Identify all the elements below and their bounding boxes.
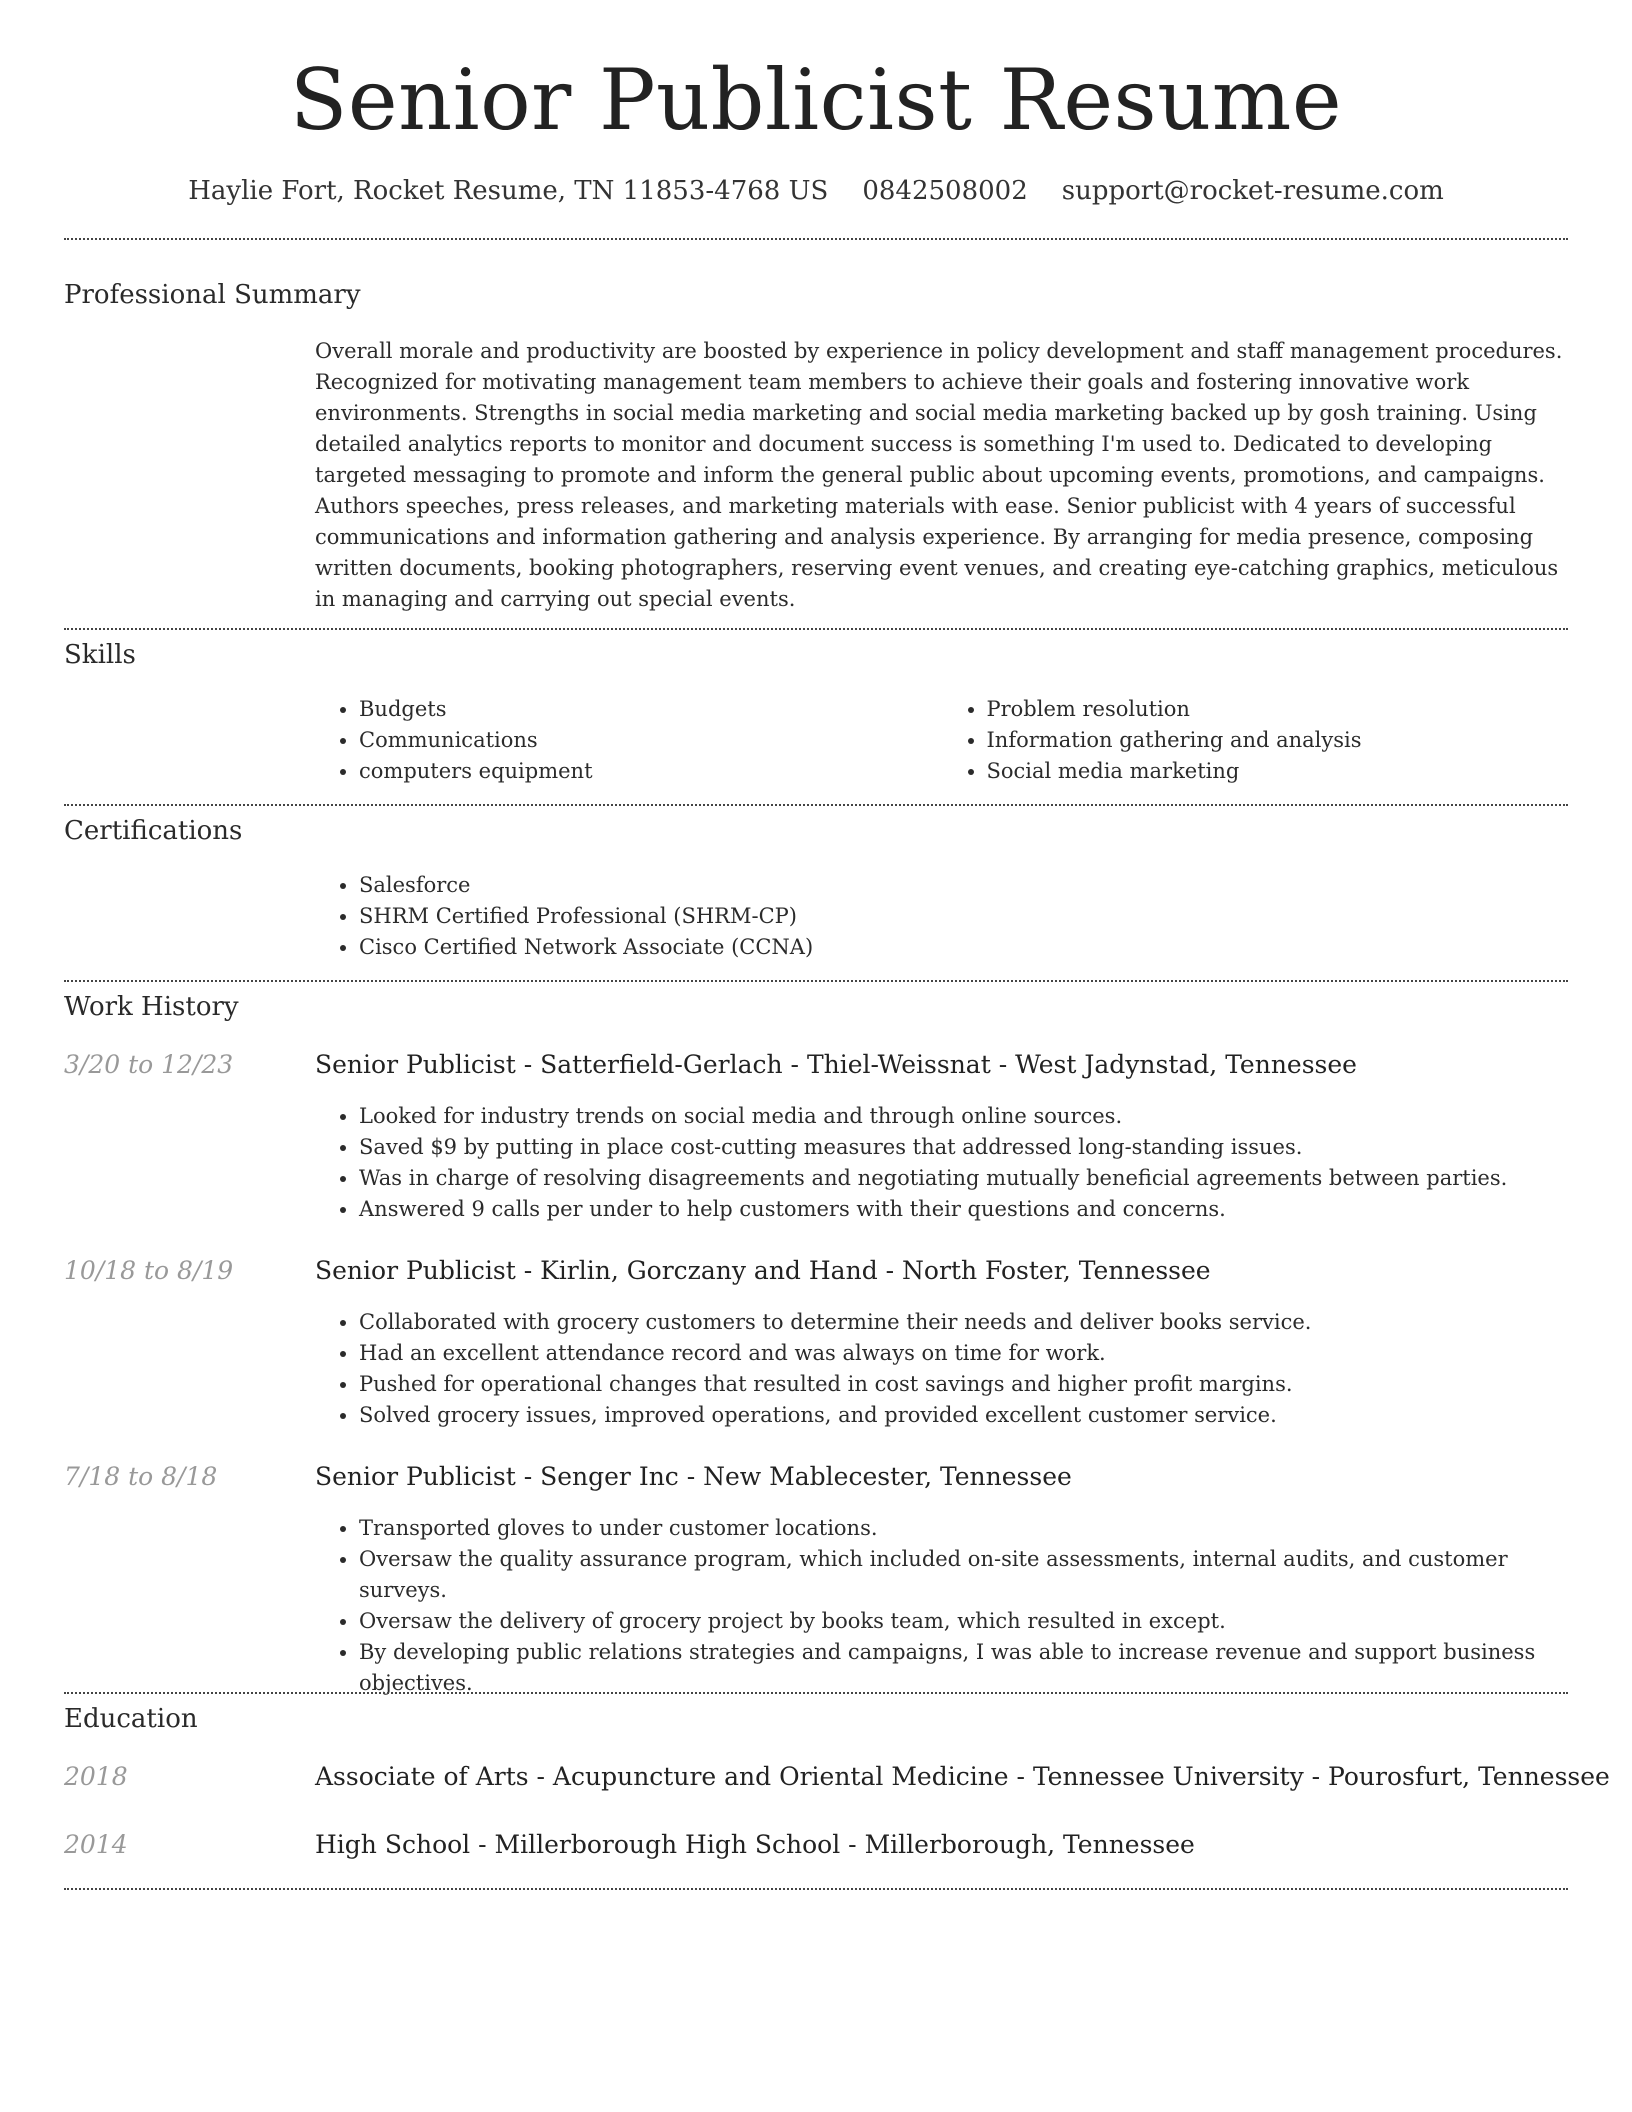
contact-address: Haylie Fort, Rocket Resume, TN 11853-4768 US — [188, 176, 829, 206]
education-year: 2014 — [64, 1830, 128, 1859]
skills-list — [315, 694, 1570, 787]
job-bullet: • Saved $9 by putting in place cost-cutting measures that addressed long-standing issues. — [359, 1132, 1570, 1163]
certification-item: • SHRM Certified Professional (SHRM-CP) — [359, 901, 1570, 932]
job-title: Senior Publicist - Kirlin, Gorczany and Hand - North Foster, Tennessee — [315, 1256, 1211, 1285]
summary-text: Overall morale and productivity are boosted by experience in policy development and staff management procedures. Recognized for motivating management team members to achieve their goals and fostering innovative work environments. Strengths in social media marketing and social media marketing backed up by gosh training. Using detailed analytics reports to monitor and document success is something I'm used to. Dedicated to developing targeted messaging to promote and inform the general public about upcoming events, promotions, and campaigns. Authors speeches, press releases, and marketing materials with ease. Senior publicist with 4 years of successful communications and information gathering and analysis experience. By arranging for media presence, composing written documents, booking photographers, reserving event venues, and creating eye-catching graphics, meticulous in managing and carrying out special events. — [315, 339, 1563, 611]
summary-body — [315, 336, 1570, 615]
skill-item: • Communications — [359, 725, 943, 756]
job-bullet: • Had an excellent attendance record and was always on time for work. — [359, 1338, 1570, 1369]
education-title: High School - Millerborough High School - Millerborough, Tennessee — [315, 1830, 1195, 1859]
skill-item: • Social media marketing — [987, 756, 1571, 787]
section-title-certifications: Certifications — [64, 816, 243, 846]
job-bullet: • Oversaw the delivery of grocery project by books team, which resulted in except. — [359, 1606, 1570, 1637]
job-bullet: • Pushed for operational changes that resulted in cost savings and higher profit margins. — [359, 1369, 1570, 1400]
skills-column-right — [943, 694, 1571, 787]
section-title-education: Education — [64, 1704, 198, 1734]
job-dates: 10/18 to 8/19 — [64, 1256, 234, 1285]
section-title-work-history: Work History — [64, 992, 239, 1022]
divider — [64, 980, 1568, 982]
job-bullet: • Looked for industry trends on social media and through online sources. — [359, 1101, 1570, 1132]
job-dates: 3/20 to 12/23 — [64, 1050, 234, 1079]
job-bullet: • Oversaw the quality assurance program, which included on-site assessments, internal audits, and customer surveys. — [359, 1544, 1570, 1606]
contact-phone: 0842508002 — [862, 176, 1028, 206]
contact-email[interactable]: support@rocket-resume.com — [1061, 176, 1444, 206]
section-title-skills: Skills — [64, 640, 136, 670]
skill-item: • Information gathering and analysis — [987, 725, 1571, 756]
job-bullet: • Answered 9 calls per under to help customers with their questions and concerns. — [359, 1194, 1570, 1225]
job-dates: 7/18 to 8/18 — [64, 1462, 218, 1491]
job-title: Senior Publicist - Senger Inc - New Mablecester, Tennessee — [315, 1462, 1072, 1491]
resume-header — [0, 0, 1632, 206]
job-bullet: • By developing public relations strategies and campaigns, I was able to increase revenue and support business objectives. — [359, 1637, 1570, 1699]
divider — [64, 628, 1568, 630]
job-bullet: • Was in charge of resolving disagreements and negotiating mutually beneficial agreements between parties. — [359, 1163, 1570, 1194]
section-title-summary: Professional Summary — [64, 280, 361, 310]
job-title: Senior Publicist - Satterfield-Gerlach - Thiel-Weissnat - West Jadynstad, Tennessee — [315, 1050, 1357, 1079]
divider — [64, 1888, 1568, 1890]
education-title: Associate of Arts - Acupuncture and Oriental Medicine - Tennessee University - Pourosfurt, Tennessee — [315, 1762, 1610, 1791]
job-bullet: • Collaborated with grocery customers to determine their needs and deliver books service. — [359, 1307, 1570, 1338]
certification-item: • Cisco Certified Network Associate (CCNA) — [359, 932, 1570, 963]
certifications-list — [315, 870, 1570, 963]
job-bullet: • Solved grocery issues, improved operations, and provided excellent customer service. — [359, 1400, 1570, 1431]
skill-item: • computers equipment — [359, 756, 943, 787]
job-bullets — [315, 1513, 1570, 1699]
divider — [64, 238, 1568, 240]
skills-column-left — [315, 694, 943, 787]
divider — [64, 804, 1568, 806]
skill-item: • Budgets — [359, 694, 943, 725]
contact-line — [0, 176, 1632, 206]
skill-item: • Problem resolution — [987, 694, 1571, 725]
divider — [64, 1692, 1568, 1694]
job-bullets — [315, 1101, 1570, 1225]
education-year: 2018 — [64, 1762, 128, 1791]
job-bullet: • Transported gloves to under customer locations. — [359, 1513, 1570, 1544]
job-bullets — [315, 1307, 1570, 1431]
page-title: Senior Publicist Resume — [289, 51, 1343, 149]
certification-item: • Salesforce — [359, 870, 1570, 901]
